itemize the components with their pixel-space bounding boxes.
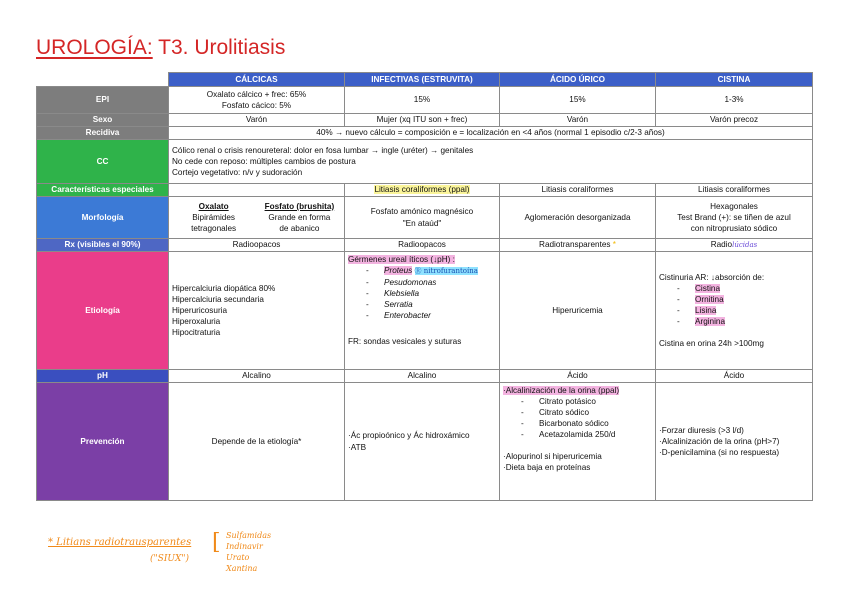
etio-infect-head: Gérmenes ureal íticos (↓pH) :: [348, 255, 455, 264]
rx-calcicas: Radioopacos: [169, 239, 345, 252]
prev-urico-item-2: - Citrato sódico: [521, 408, 590, 418]
morf-cist-3: con nitroprusiato sódico: [690, 224, 778, 234]
label-prevencion: Prevención: [37, 383, 169, 501]
prev-cistina: [656, 383, 813, 501]
morf-urico: Aglomeración desorganizada: [500, 197, 656, 239]
rx-cistina: [656, 239, 813, 252]
prev-calcicas: Depende de la etiología*: [169, 383, 345, 501]
ph-calcicas: Alcalino: [169, 370, 345, 383]
label-caract: Características especiales: [37, 184, 169, 197]
caract-urico: Litiasis coraliformes: [500, 184, 656, 197]
prev-cist-3: ·D-penicilamina (si no respuesta): [659, 448, 780, 458]
label-epi: EPI: [37, 87, 169, 114]
footnote-item-4: Xantina: [226, 564, 258, 573]
sexo-urico: Varón: [500, 114, 656, 127]
prev-urico-3: ·Alopurinol si hiperuricemia: [503, 452, 602, 462]
recidiva-text: 40% → nuevo cálculo = composición e = localización en <4 años (normal 1 episodio c/2-3 años): [169, 127, 813, 140]
etio-infect-head-line: [348, 254, 496, 265]
sexo-infectivas: Mujer (xq ITU son + frec): [345, 114, 500, 127]
label-ph: pH: [37, 370, 169, 383]
header-row: [37, 73, 813, 87]
morf-cistina: [656, 197, 813, 239]
morf-infect-1: Fosfato amónico magnésico: [370, 207, 474, 217]
etio-infect-enterobacter: Enterobacter: [384, 310, 431, 320]
prev-urico-bicarbonato: Bicarbonato sódico: [539, 419, 609, 429]
etio-cist-cistina: Cistina: [695, 283, 721, 293]
etio-infect-item-3: - Klebsiella: [366, 288, 420, 298]
label-rx: Rx (visibles el 90%): [37, 239, 169, 252]
morf-fosfato-2: de abanico: [279, 224, 320, 234]
etio-cist-item-3: - Lisina: [677, 306, 717, 315]
etio-cist-head: Cistinuria AR: ↓absorción de:: [659, 272, 765, 282]
title-prefix: UROLOGÍA:: [36, 36, 153, 59]
prev-urico-head: ·Alcalinización de la orina (ppal): [503, 386, 620, 395]
footnote-item-2: Indinavir: [226, 542, 263, 551]
row-caract: [37, 184, 813, 197]
morf-calcicas: [169, 197, 345, 239]
morf-oxalato-2: tetragonales: [191, 224, 237, 234]
etio-infect-item-4: - Serratia: [366, 299, 413, 309]
prev-urico-4: ·Dieta baja en proteínas: [503, 463, 591, 473]
header-infectivas: INFECTIVAS (ESTRUVITA): [345, 73, 500, 87]
title-text: T3. Urolitiasis: [152, 36, 286, 59]
epi-infectivas: 15%: [345, 87, 500, 114]
rx-cistina-text: Radio: [710, 240, 733, 250]
caract-infectivas-text: Litiasis coraliformes (ppal): [374, 185, 470, 195]
prev-urico-item-1: - Citrato potásico: [521, 397, 596, 407]
label-cc: CC: [37, 140, 169, 184]
morf-oxalato: [171, 201, 257, 234]
epi-calcicas-1: Oxalato cálcico + frec: 65%: [206, 89, 307, 99]
epi-cistina: 1-3%: [656, 87, 813, 114]
etio-infect-proteus-note: Ⓡ nitrofurantoína: [414, 267, 478, 276]
morf-oxalato-1: Bipirámides: [192, 212, 236, 222]
row-sexo: [37, 114, 813, 127]
row-epi: [37, 87, 813, 114]
etio-calcicas: [169, 252, 345, 370]
header-calcicas: CÁLCICAS: [169, 73, 345, 87]
label-etiologia: Etiología: [37, 252, 169, 370]
etio-cist-item-2: - Ornitina: [677, 294, 724, 304]
cc-text: [169, 140, 813, 184]
etio-infect-item-5: - Enterobacter: [366, 310, 431, 320]
ph-infectivas: Alcalino: [345, 370, 500, 383]
sexo-calcicas: Varón: [169, 114, 345, 127]
prev-infectivas: [345, 383, 500, 501]
etio-infect-serratia: Serratia: [384, 299, 413, 309]
morf-cist-1: Hexagonales: [710, 201, 758, 211]
row-cc: [37, 140, 813, 184]
morf-infect-2: "En ataúd": [402, 218, 442, 228]
prev-infect-2: ·ATB: [348, 442, 367, 452]
morf-infectivas: [345, 197, 500, 239]
prev-urico-citrato-sodico: Citrato sódico: [539, 408, 590, 418]
header-acido-urico: ÁCIDO ÚRICO: [500, 73, 656, 87]
etio-calc-5: Hipocitraturia: [172, 328, 221, 338]
prev-infect-1: ·Ác propioónico y Ác hidroxámico: [348, 431, 470, 441]
etio-calc-4: Hiperoxaluria: [172, 317, 221, 327]
prev-urico-item-3: - Bicarbonato sódico: [521, 419, 609, 429]
row-ph: [37, 370, 813, 383]
ph-urico: Ácido: [500, 370, 656, 383]
rx-infectivas: Radioopacos: [345, 239, 500, 252]
cc-line-1: Cólico renal o crisis renoureteral: dolor en fosa lumbar → ingle (uréter) → genitales: [172, 145, 474, 155]
caract-cistina: Litiasis coraliformes: [656, 184, 813, 197]
row-rx: [37, 239, 813, 252]
morf-fosfato: [257, 201, 343, 234]
sexo-cistina: Varón precoz: [656, 114, 813, 127]
row-prevencion: [37, 383, 813, 501]
etio-cist-arginina: Arginina: [695, 317, 726, 327]
footnote-brace: [: [212, 530, 221, 555]
morf-fosfato-head: Fosfato (brushita): [264, 201, 335, 211]
etio-infect-item-1: - Proteus Ⓡ nitrofurantoína: [366, 266, 478, 276]
rx-cistina-handwritten: lúcidas: [732, 241, 758, 250]
prev-urico-citrato-potasico: Citrato potásico: [539, 397, 596, 407]
etio-infectivas: [345, 252, 500, 370]
etio-calc-1: Hipercalciuria diopática 80%: [172, 283, 276, 293]
caract-infectivas: [345, 184, 500, 197]
etio-cist-item-1: - Cistina: [677, 283, 721, 293]
rx-urico-text: Radiotransparentes: [539, 240, 611, 250]
etio-calc-3: Hiperuricosuria: [172, 305, 228, 315]
prev-urico-head-line: [503, 385, 652, 396]
etio-urico: Hiperuricemia: [500, 252, 656, 370]
prev-cist-2: ·Alcalinización de la orina (pH>7): [659, 436, 780, 446]
etio-cist-item-4: - Arginina: [677, 317, 726, 327]
header-blank: [37, 73, 169, 87]
etio-calc-2: Hipercalciuria secundaria: [172, 294, 264, 304]
ph-cistina: Ácido: [656, 370, 813, 383]
epi-urico: 15%: [500, 87, 656, 114]
footnote-item-3: Urato: [226, 553, 250, 562]
row-etiologia: [37, 252, 813, 370]
prev-urico-item-4: - Acetazolamida 250/d: [521, 430, 616, 440]
cc-line-3: Cortejo vegetativo: n/v y sudoración: [172, 168, 303, 178]
footnote-sub: ("SIUX"): [150, 554, 190, 564]
epi-calcicas-2: Fosfato cácico: 5%: [221, 101, 292, 110]
rx-urico-star: *: [612, 240, 616, 250]
etio-cist-foot: Cistina en orina 24h >100mg: [659, 339, 764, 349]
prev-cist-1: ·Forzar diuresis (>3 l/d): [659, 425, 744, 435]
row-morfologia: [37, 197, 813, 239]
etio-infect-klebsiella: Klebsiella: [384, 288, 420, 298]
label-sexo: Sexo: [37, 114, 169, 127]
cc-line-2: No cede con reposo: múltiples cambios de postura: [172, 156, 356, 166]
etio-cistina: [656, 252, 813, 370]
etio-cist-lisina: Lisina: [695, 306, 717, 315]
label-recidiva: Recidiva: [37, 127, 169, 140]
urolitiasis-table: [36, 72, 813, 501]
label-morfologia: Morfología: [37, 197, 169, 239]
etio-cist-ornitina: Ornitina: [695, 294, 724, 304]
prev-urico: [500, 383, 656, 501]
etio-infect-proteus: Proteus: [384, 266, 413, 276]
page-title: [36, 36, 285, 60]
footnote-list: [226, 530, 271, 574]
etio-infect-item-2: - Pesudomonas: [366, 277, 437, 287]
footnote-item-1: Sulfamidas: [226, 531, 272, 540]
footnote-main: * Litians radiotrausparentes: [48, 537, 192, 548]
rx-urico: [500, 239, 656, 252]
morf-fosfato-1: Grande en forma: [268, 212, 331, 222]
prev-urico-acetazolamida: Acetazolamida 250/d: [539, 430, 616, 440]
caract-calcicas: [169, 184, 345, 197]
header-cistina: CISTINA: [656, 73, 813, 87]
morf-oxalato-head: Oxalato: [198, 201, 229, 211]
etio-infect-fr: FR: sondas vesicales y suturas: [348, 336, 462, 346]
row-recidiva: [37, 127, 813, 140]
epi-calcicas: [169, 87, 345, 114]
etio-infect-pseudomonas: Pesudomonas: [384, 277, 437, 287]
morf-cist-2: Test Brand (+): se tiñen de azul: [677, 212, 791, 222]
